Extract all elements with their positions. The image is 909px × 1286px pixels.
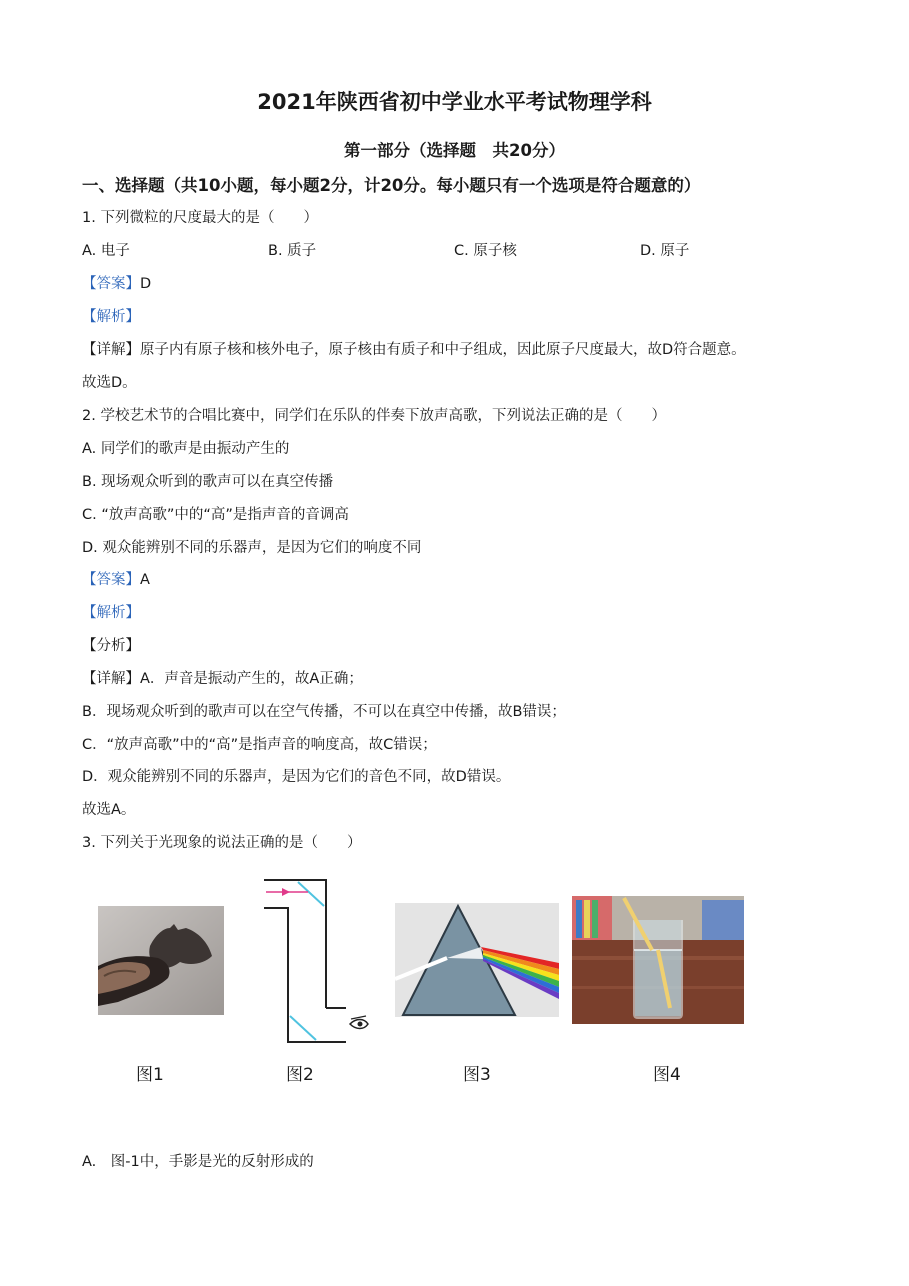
q2-detail-4: D．观众能辨别不同的乐器声，是因为它们的音色不同，故D错误。 <box>82 769 511 785</box>
q1-analysis-tag: 【解析】 <box>82 309 140 325</box>
q2-stem: 2. 学校艺术节的合唱比赛中，同学们在乐队的伴奏下放声高歌，下列说法正确的是（ ） <box>82 408 666 424</box>
figure-1-hand-shadow-image <box>98 906 224 1015</box>
q2-answer <box>82 568 150 589</box>
q2-option-c: C. “放声高歌”中的“高”是指声音的音调高 <box>82 507 349 523</box>
q1-option-c: C. 原子核 <box>454 243 517 259</box>
figure-1-caption: 图1 <box>136 1065 164 1085</box>
answer-value: A <box>140 572 150 588</box>
q2-analysis-sub: 【分析】 <box>82 638 140 654</box>
figure-2-caption: 图2 <box>286 1065 314 1085</box>
figure-3-caption: 图3 <box>463 1065 491 1085</box>
q3-stem: 3. 下列关于光现象的说法正确的是（ ） <box>82 835 362 851</box>
q3-option-a: A. 图-1中，手影是光的反射形成的 <box>82 1154 314 1170</box>
answer-tag: 【答案】 <box>82 276 140 292</box>
section-heading: 一、选择题（共10小题，每小题2分，计20分。每小题只有一个选项是符合题意的） <box>82 176 701 195</box>
q2-option-b: B. 现场观众听到的歌声可以在真空传播 <box>82 474 334 490</box>
q1-detail: 【详解】原子内有原子核和核外电子，原子核由有质子和中子组成，因此原子尺度最大，故D符合题意。 <box>82 342 746 358</box>
figure-2-periscope-diagram <box>258 872 376 1048</box>
exam-title: 2021年陕西省初中学业水平考试物理学科 <box>257 90 652 114</box>
q2-detail-1: 【详解】A．声音是振动产生的，故A正确； <box>82 671 363 687</box>
q1-option-a: A. 电子 <box>82 243 130 259</box>
q2-option-d: D. 观众能辨别不同的乐器声，是因为它们的响度不同 <box>82 540 422 556</box>
q1-option-d: D. 原子 <box>640 243 690 259</box>
q1-conclusion: 故选D。 <box>82 375 137 391</box>
q1-answer <box>82 272 151 293</box>
q1-stem: 1. 下列微粒的尺度最大的是（ ） <box>82 210 318 226</box>
q2-detail-2: B．现场观众听到的歌声可以在空气传播，不可以在真空中传播，故B错误； <box>82 704 566 720</box>
q2-analysis-tag: 【解析】 <box>82 605 140 621</box>
part-heading: 第一部分（选择题 共20分） <box>344 141 565 160</box>
q2-detail-3: C．“放声高歌”中的“高”是指声音的响度高，故C错误； <box>82 737 437 753</box>
q1-option-b: B. 质子 <box>268 243 317 259</box>
q2-option-a: A. 同学们的歌声是由振动产生的 <box>82 441 290 457</box>
q2-conclusion: 故选A。 <box>82 802 136 818</box>
figure-3-prism-dispersion-diagram <box>395 903 559 1017</box>
answer-tag: 【答案】 <box>82 572 140 588</box>
figure-4-glass-refraction-image <box>572 896 744 1024</box>
figure-4-caption: 图4 <box>653 1065 681 1085</box>
answer-value: D <box>140 276 152 292</box>
